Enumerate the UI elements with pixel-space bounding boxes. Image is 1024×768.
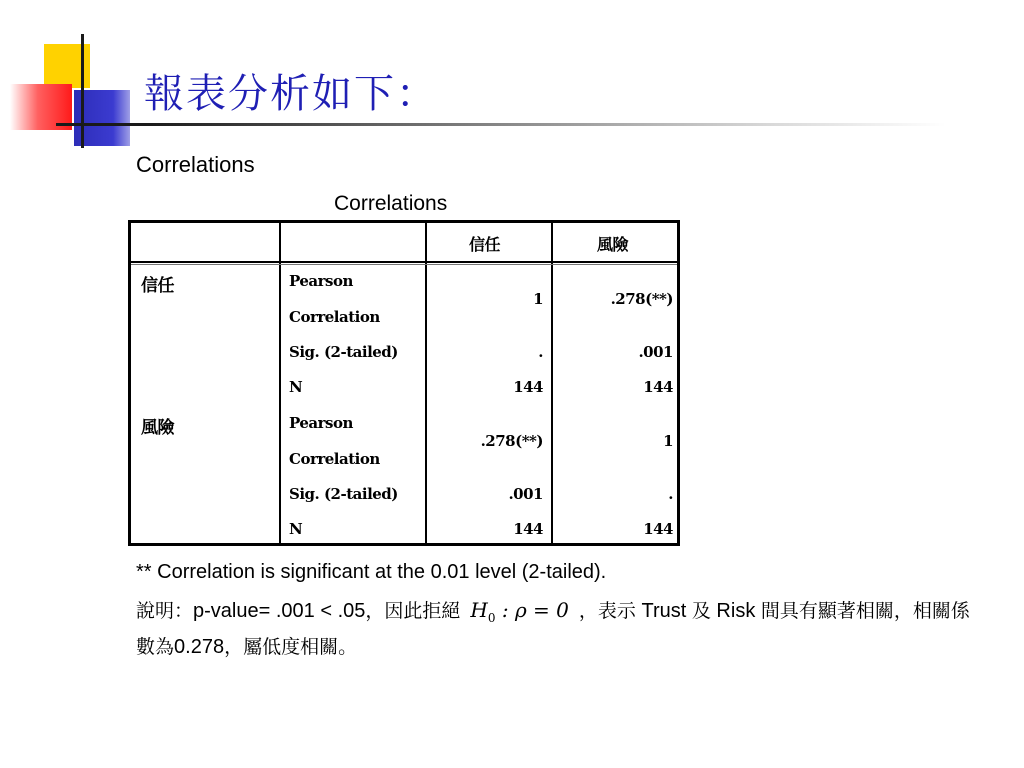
- null-hypothesis-formula: [460, 596, 579, 633]
- pvalue-text: p-value= .001 < .05: [193, 600, 366, 622]
- value-cell: 144: [643, 378, 673, 396]
- stat-label: N: [289, 378, 303, 396]
- row-group-label-trust: 信任: [141, 276, 174, 296]
- table-caption: Correlations: [334, 192, 448, 215]
- formula-subscript: 0: [487, 611, 496, 625]
- stat-label: Pearson: [289, 414, 353, 432]
- explanation-prefix: 說明：: [136, 600, 194, 622]
- explanation-text: ，屬低度相關。: [224, 636, 358, 658]
- risk-term: Risk: [710, 600, 761, 622]
- value-cell: .278(**): [480, 432, 543, 450]
- row-group-label-risk: 風險: [141, 418, 174, 438]
- explanation-text: ，表示: [578, 600, 636, 622]
- value-cell: .278(**): [610, 290, 673, 308]
- value-cell: .001: [508, 485, 543, 503]
- significance-footnote: ** Correlation is significant at the 0.01 level (2-tailed).: [136, 561, 607, 583]
- explanation-text: 間具有顯著相關，相關係數為: [136, 600, 970, 658]
- formula-h: H: [470, 598, 488, 622]
- value-cell: 144: [513, 520, 543, 538]
- explanation-paragraph: [136, 596, 976, 662]
- title-underline: [56, 123, 946, 126]
- header-divider: [131, 261, 677, 263]
- value-cell: .: [668, 485, 673, 503]
- column-header-risk: 風險: [597, 235, 629, 254]
- trust-term: Trust: [635, 600, 692, 622]
- and-word: 及: [691, 600, 711, 622]
- stat-label: Correlation: [289, 308, 380, 326]
- table-divider: [551, 223, 553, 543]
- value-cell: .001: [638, 343, 673, 361]
- stat-label: Sig. (2-tailed): [289, 485, 398, 503]
- explanation-text: ，因此拒絕: [365, 600, 461, 622]
- stat-label: Pearson: [289, 272, 353, 290]
- value-cell: 1: [533, 290, 543, 308]
- value-cell: 144: [643, 520, 673, 538]
- value-cell: 144: [513, 378, 543, 396]
- header-divider-shadow: [131, 264, 677, 265]
- column-header-trust: 信任: [469, 235, 501, 254]
- formula-rest: : ρ = 0: [495, 598, 569, 622]
- stat-label: N: [289, 520, 303, 538]
- table-divider: [425, 223, 427, 543]
- correlation-table: [128, 220, 680, 546]
- table-divider: [279, 223, 281, 543]
- value-cell: 1: [663, 432, 673, 450]
- decorative-vertical-line: [81, 34, 84, 148]
- section-label: Correlations: [136, 152, 255, 177]
- stat-label: Correlation: [289, 450, 380, 468]
- value-cell: .: [538, 343, 543, 361]
- correlation-coefficient: 0.278: [174, 636, 225, 658]
- stat-label: Sig. (2-tailed): [289, 343, 398, 361]
- slide-title: 報表分析如下：: [144, 71, 438, 117]
